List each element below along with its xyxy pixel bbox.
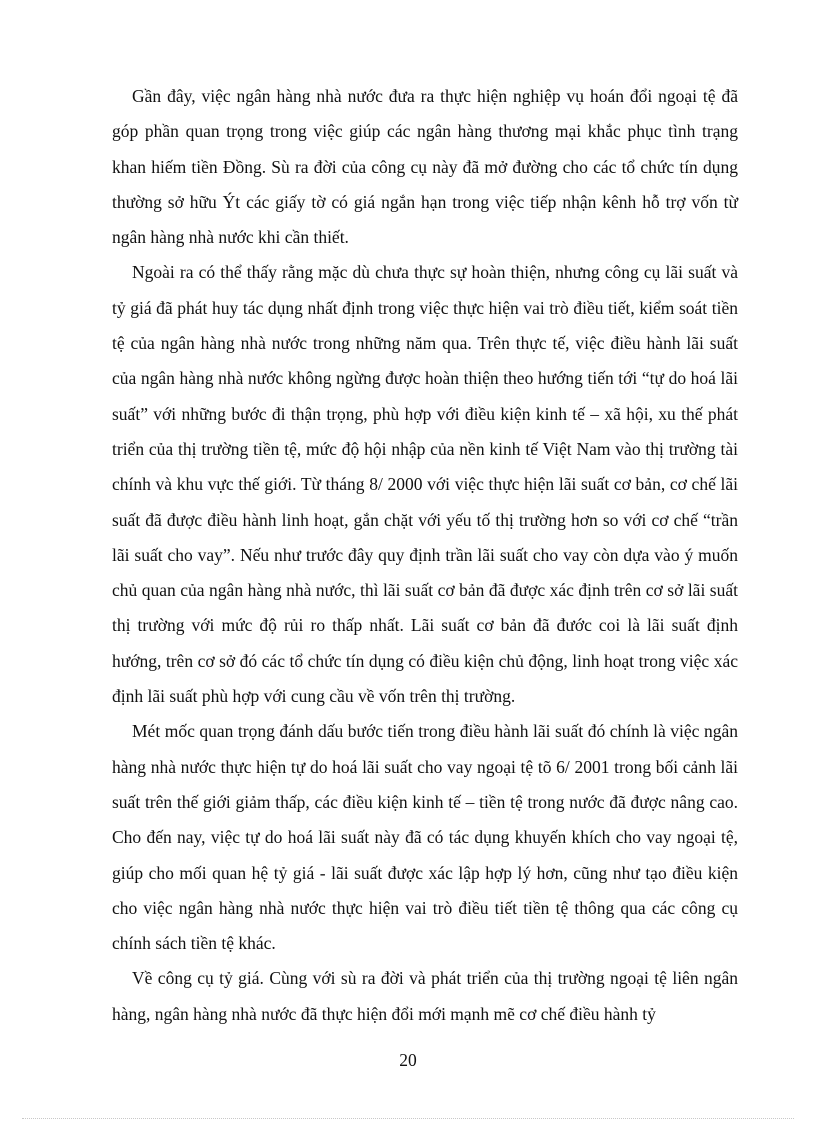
page-number: 20	[399, 1050, 417, 1070]
paragraph-interest-exchange-tools: Ngoài ra có thể thấy rằng mặc dù chưa thực sự hoàn thiện, nhưng công cụ lãi suất và tỷ giá đã phát huy tác dụng nhất định trong việc thực hiện vai trò điều tiết, kiểm soát tiền tệ của ngân hàng nhà nước trong những năm qua. Trên thực tế, việc điều hành lãi suất của ngân hàng nhà nước không ngừng được hoàn thiện theo hướng tiến tới “tự do hoá lãi suất” với những bước đi thận trọng, phù hợp với điều kiện kinh tế – xã hội, xu thế phát triển của thị trường tiền tệ, mức độ hội nhập của nền kinh tế Việt Nam vào thị trường tài chính và khu vực thế giới. Từ tháng 8/ 2000 với việc thực hiện lãi suất cơ bản, cơ chế lãi suất đã được điều hành linh hoạt, gắn chặt với yếu tố thị trường hơn so với cơ chế “trần lãi suất cho vay”. Nếu như trước đây quy định trần lãi suất cho vay còn dựa vào ý muốn chủ quan của ngân hàng nhà nước, thì lãi suất cơ bản đã được xác định trên cơ sở lãi suất thị trường với mức độ rủi ro thấp nhất. Lãi suất cơ bản đã đước coi là lãi suất định hướng, trên cơ sở đó các tổ chức tín dụng có điều kiện chủ động, linh hoạt trong việc xác định lãi suất phù hợp với cung cầu về vốn trên thị trường.	[112, 262, 738, 707]
page-bottom-divider	[22, 1118, 794, 1119]
paragraph-exchange-rate-tool: Về công cụ tỷ giá. Cùng với sù ra đời và phát triển của thị trường ngoại tệ liên ngân hàng, ngân hàng nhà nước đã thực hiện đổi mới mạnh mẽ cơ chế điều hành tỷ	[112, 968, 738, 1024]
paragraph-currency-swap: Gần đây, việc ngân hàng nhà nước đưa ra thực hiện nghiệp vụ hoán đổi ngoại tệ đã góp phần quan trọng trong việc giúp các ngân hàng thương mại khắc phục tình trạng khan hiếm tiền Đồng. Sù ra đời của công cụ này đã mở đường cho các tổ chức tín dụng thường sở hữu Ýt các giấy tờ có giá ngắn hạn trong việc tiếp nhận kênh hỗ trợ vốn từ ngân hàng nhà nước khi cần thiết.	[112, 86, 738, 248]
paragraph-interest-liberalization: Mét mốc quan trọng đánh dấu bước tiến trong điều hành lãi suất đó chính là việc ngân hàng nhà nước thực hiện tự do hoá lãi suất cho vay ngoại tệ tõ 6/ 2001 trong bối cảnh lãi suất trên thế giới giảm thấp, các điều kiện kinh tế – tiền tệ trong nước đã được nâng cao. Cho đến nay, việc tự do hoá lãi suất này đã có tác dụng khuyến khích cho vay ngoại tệ, giúp cho mối quan hệ tỷ giá - lãi suất được xác lập hợp lý hơn, cũng như tạo điều kiện cho việc ngân hàng nhà nước thực hiện vai trò điều tiết tiền tệ thông qua các công cụ chính sách tiền tệ khác.	[112, 721, 738, 954]
